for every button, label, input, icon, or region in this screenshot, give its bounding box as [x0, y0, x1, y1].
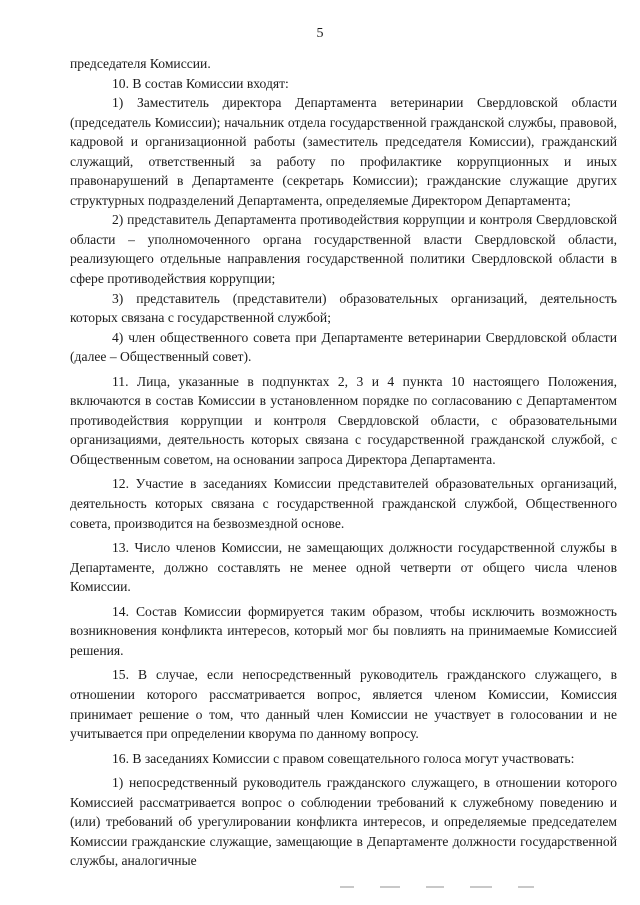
paragraph-item-10-2: 2) представитель Департамента противодействия коррупции и контроля Свердловской области – уполномоченного органа государственной власти Свердловской области, реализующего отдельные направления государственной политики Свердловской области в сфере противодействия коррупции;: [70, 212, 617, 287]
scan-mark: [518, 886, 534, 888]
document-body: [70, 54, 617, 871]
scan-mark: [426, 886, 444, 888]
paragraph-item-10: 10. В состав Комиссии входят:: [112, 75, 289, 91]
footer-scan-marks: [340, 886, 534, 888]
paragraph-item-16: 16. В заседаниях Комиссии с правом совещательного голоса могут участвовать:: [112, 750, 575, 766]
paragraph-item-13: 13. Число членов Комиссии, не замещающих должности государственной службы в Департаменте, должно составлять не менее одной четверти от общего числа членов Комиссии.: [70, 540, 617, 595]
paragraph-item-10-3: 3) представитель (представители) образовательных организаций, деятельность которых связана с государственной службой;: [70, 290, 617, 326]
scan-mark: [470, 886, 492, 888]
paragraph-item-14: 14. Состав Комиссии формируется таким образом, чтобы исключить возможность возникновения конфликта интересов, который мог бы повлиять на принимаемые Комиссией решения.: [70, 603, 617, 658]
scan-mark: [380, 886, 400, 888]
paragraph-item-11: 11. Лица, указанные в подпунктах 2, 3 и 4 пункта 10 настоящего Положения, включаются в состав Комиссии в установленном порядке по согласованию с Департаментом противодействия коррупции и контроля Свердловской области, с образовательными организациями, деятельность которых связана с государственной гражданской службой, с Общественным советом, на основании запроса Директора Департамента.: [70, 373, 617, 467]
page-number: 5: [316, 26, 324, 41]
paragraph-item-10-4: 4) член общественного совета при Департаменте ветеринарии Свердловской области (далее – Общественный совет).: [70, 329, 617, 365]
paragraph-item-12: 12. Участие в заседаниях Комиссии представителей образовательных организаций, деятельность которых связана с государственной гражданской службой, Общественного совета, производится на безвозмездной основе.: [70, 476, 617, 531]
paragraph-item-15: 15. В случае, если непосредственный руководитель гражданского служащего, в отношении которого рассматривается вопрос, является членом Комиссии, Комиссия принимает решение о том, что данный член Комиссии не участвует в голосовании и не учитывается при определении кворума по данному вопросу.: [70, 667, 617, 742]
scan-mark: [340, 886, 354, 888]
paragraph-item-10-1: 1) Заместитель директора Департамента ветеринарии Свердловской области (председатель Комиссии); начальник отдела государственной гражданской службы, правовой, кадровой и организационной работы (заместитель председателя Комиссии), гражданский служащий, ответственный за работу по профилактике коррупционных и иных правонарушений в Департаменте (секретарь Комиссии); гражданские служащие других структурных подразделений Департамента, определяемые Директором Департамента;: [70, 95, 617, 208]
paragraph-continuation: председателя Комиссии.: [70, 56, 211, 71]
paragraph-item-16-1: 1) непосредственный руководитель гражданского служащего, в отношении которого Комиссией рассматривается вопрос о соблюдении требований к служебному поведению и (или) требований об урегулировании конфликта интересов, и определяемые председателем Комиссии гражданские служащие, замещающие в Департаменте должности государственной службы, аналогичные: [70, 775, 617, 869]
